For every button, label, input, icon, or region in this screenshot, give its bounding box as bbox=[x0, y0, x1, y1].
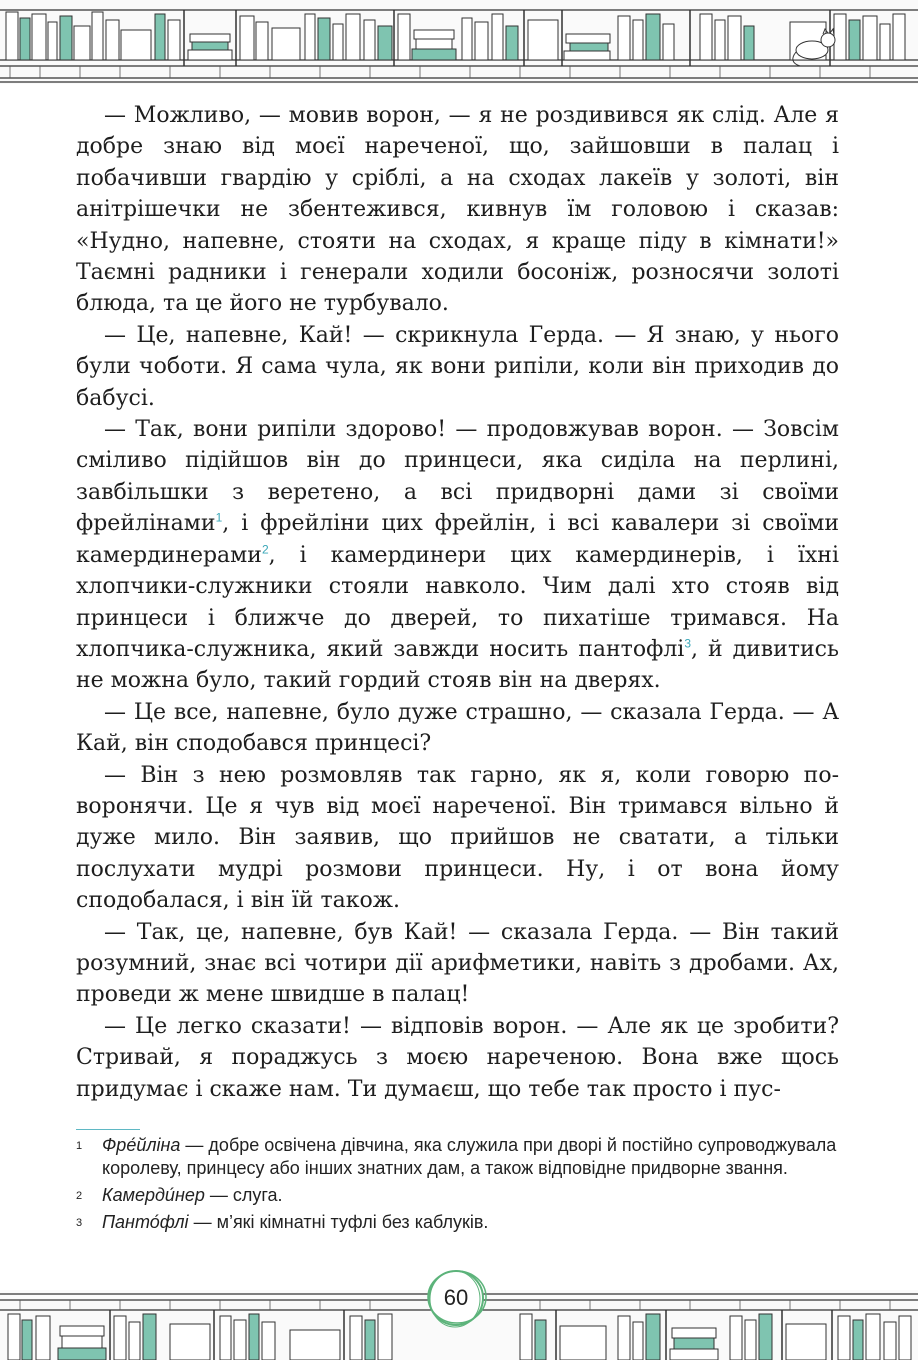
footnote-number: 1 bbox=[76, 1140, 83, 1152]
footnote-definition: — слуга. bbox=[204, 1184, 283, 1205]
footnote-term: Панто́флі bbox=[102, 1212, 189, 1233]
paragraph-fragment: , і фрейліни цих фрейлін, і всі кавалери зі своїми камердинерами bbox=[76, 511, 839, 568]
story-text bbox=[76, 100, 839, 1105]
page-number: 60 bbox=[443, 1285, 469, 1310]
footnote-text bbox=[102, 1134, 846, 1181]
paragraph-fragment: , і камердинери цих камердинерів, і їхні хлопчики-служники стояли навколо. Чим далі хто стояв від принцеси і ближче до дверей, то пихатіше тримався. На хлопчика-служника, який завжди носить пантофлі bbox=[76, 542, 839, 662]
paragraph: — Можливо, — мовив ворон, — я не роздивився як слід. Але я добре знаю від моєї нареченої, що, зайшовши в палац і побачивши гвардію у сріблі, а на сходах лакеїв у золоті, він анітрішечки не збентежився, кивнув їм головою і сказав: «Нудно, напевне, стояти на сходах, я краще піду в кімнати!» Таємні радники і генерали ходили босоніж, розносячи золоті блюда, та це його не турбувало. bbox=[76, 103, 839, 317]
paragraph bbox=[76, 414, 839, 697]
paragraph: — Це, напевне, Кай! — скрикнула Герда. — Я знаю, у нього були чоботи. Я сама чула, як вони рипіли, коли він приходив до бабусі. bbox=[76, 322, 839, 411]
footnote-item bbox=[76, 1211, 846, 1235]
page-number-badge bbox=[424, 1266, 488, 1330]
paragraph: — Це все, напевне, було дуже страшно, — сказала Герда. — А Кай, він сподобався принцесі? bbox=[76, 699, 839, 757]
footnote-marker[interactable]: 2 bbox=[261, 542, 269, 557]
footnote-item bbox=[76, 1184, 846, 1208]
footnote-definition: — добре освічена дівчина, яка служила при дворі й постійно супроводжувала королеву, принцесу або інших знатних дам, а також відповідне придворне звання. bbox=[102, 1135, 837, 1179]
footnote-number: 2 bbox=[76, 1189, 83, 1202]
footnote-marker[interactable]: 3 bbox=[684, 636, 692, 651]
top-bookshelf-illustration bbox=[0, 0, 918, 84]
footnote-marker[interactable]: 1 bbox=[215, 510, 223, 525]
footnotes bbox=[76, 1134, 846, 1239]
paragraph: — Це легко сказати! — відповів ворон. — Але як це зробити? Стривай, я пораджусь з моєю нареченою. Вона вже щось придумає і скаже нам. Ти думаєш, що тебе так просто і пус- bbox=[76, 1013, 839, 1102]
footnote-number: 3 bbox=[76, 1217, 83, 1230]
footnote-term: Камерди́нер bbox=[102, 1184, 205, 1205]
paragraph-fragment: — Так, вони рипіли здорово! — продовжував ворон. — Зовсім сміливо підійшов він до принцеси, яка сиділа на перлині, завбільшки з веретено, а всі придворні дами зі своїми фрейлінами bbox=[76, 417, 839, 537]
footnote-divider bbox=[76, 1129, 140, 1130]
footnote-definition: — м’які кімнатні туфлі без каблуків. bbox=[188, 1212, 489, 1233]
footnote-text bbox=[102, 1184, 846, 1208]
paragraph: — Він з нею розмовляв так гарно, як я, коли говорю по-воронячи. Це я чув від моєї нареченої. Він тримався вільно й дуже мило. Він заявив, що прийшов не сватати, а тільки послухати мудрі розмови принцеси. Ну, і от вона йому сподобалася, і він їй також. bbox=[76, 762, 839, 914]
paragraph-fragment: , й дивитись не можна було, такий гордий стояв він на дверях. bbox=[76, 636, 839, 694]
paragraph: — Так, це, напевне, був Кай! — сказала Герда. — Він такий розумний, знає всі чотири дії арифметики, навіть з дробами. Ах, проведи ж мене швидше в палац! bbox=[76, 919, 839, 1008]
footnote-text bbox=[102, 1211, 846, 1235]
footnote-item bbox=[76, 1134, 846, 1181]
footnote-term: Фре́йліна bbox=[102, 1135, 181, 1155]
